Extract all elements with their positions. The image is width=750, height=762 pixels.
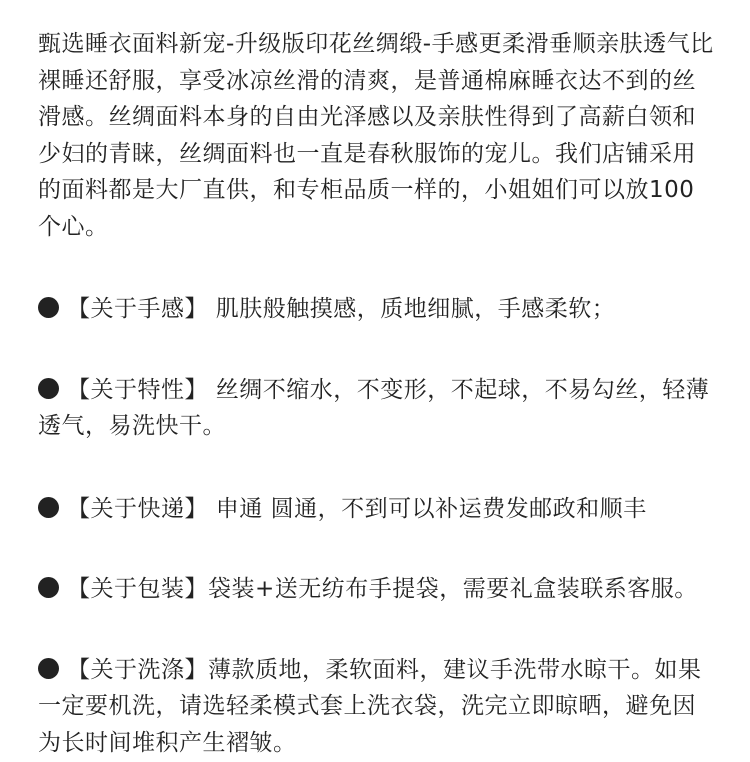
feature-text: 【关于洗涤】薄款质地，柔软面料，建议手洗带水晾干。如果一定要机洗，请选轻柔模式套上洗衣袋，洗完立即晾晒，避免因为长时间堆积产生褶皱。 [38, 656, 702, 756]
feature-item-shipping [38, 491, 716, 528]
feature-item-feel [38, 291, 716, 328]
bullet-dot-icon [38, 497, 59, 518]
bullet-dot-icon [38, 577, 59, 598]
feature-text: 【关于包装】袋装+送无纺布手提袋，需要礼盒装联系客服。 [67, 576, 698, 602]
intro-paragraph: 甄选睡衣面料新宠-升级版印花丝绸缎-手感更柔滑垂顺亲肤透气比裸睡还舒服，享受冰凉丝滑的清爽，是普通棉麻睡衣达不到的丝滑感。丝绸面料本身的自由光泽感以及亲肤性得到了高薪白领和少妇的青睐，丝绸面料也一直是春秋服饰的宠儿。我们店铺采用的面料都是大厂直供，和专柜品质一样的，小姐姐们可以放100个心。 [38, 31, 714, 240]
bullet-dot-icon [38, 658, 59, 679]
feature-text: 【关于快递】 申通 圆通，不到可以补运费发邮政和顺丰 [67, 495, 647, 522]
feature-item-packaging [38, 571, 716, 608]
feature-list [38, 291, 716, 761]
feature-text: 【关于手感】 肌肤般触摸感，质地细腻，手感柔软； [67, 296, 616, 322]
bullet-dot-icon [38, 297, 59, 318]
feature-item-properties [38, 372, 716, 445]
bullet-dot-icon [38, 378, 59, 399]
feature-text: 【关于特性】 丝绸不缩水，不变形，不起球，不易勾丝，轻薄透气，易洗快干。 [38, 376, 710, 439]
feature-item-washing [38, 652, 716, 762]
